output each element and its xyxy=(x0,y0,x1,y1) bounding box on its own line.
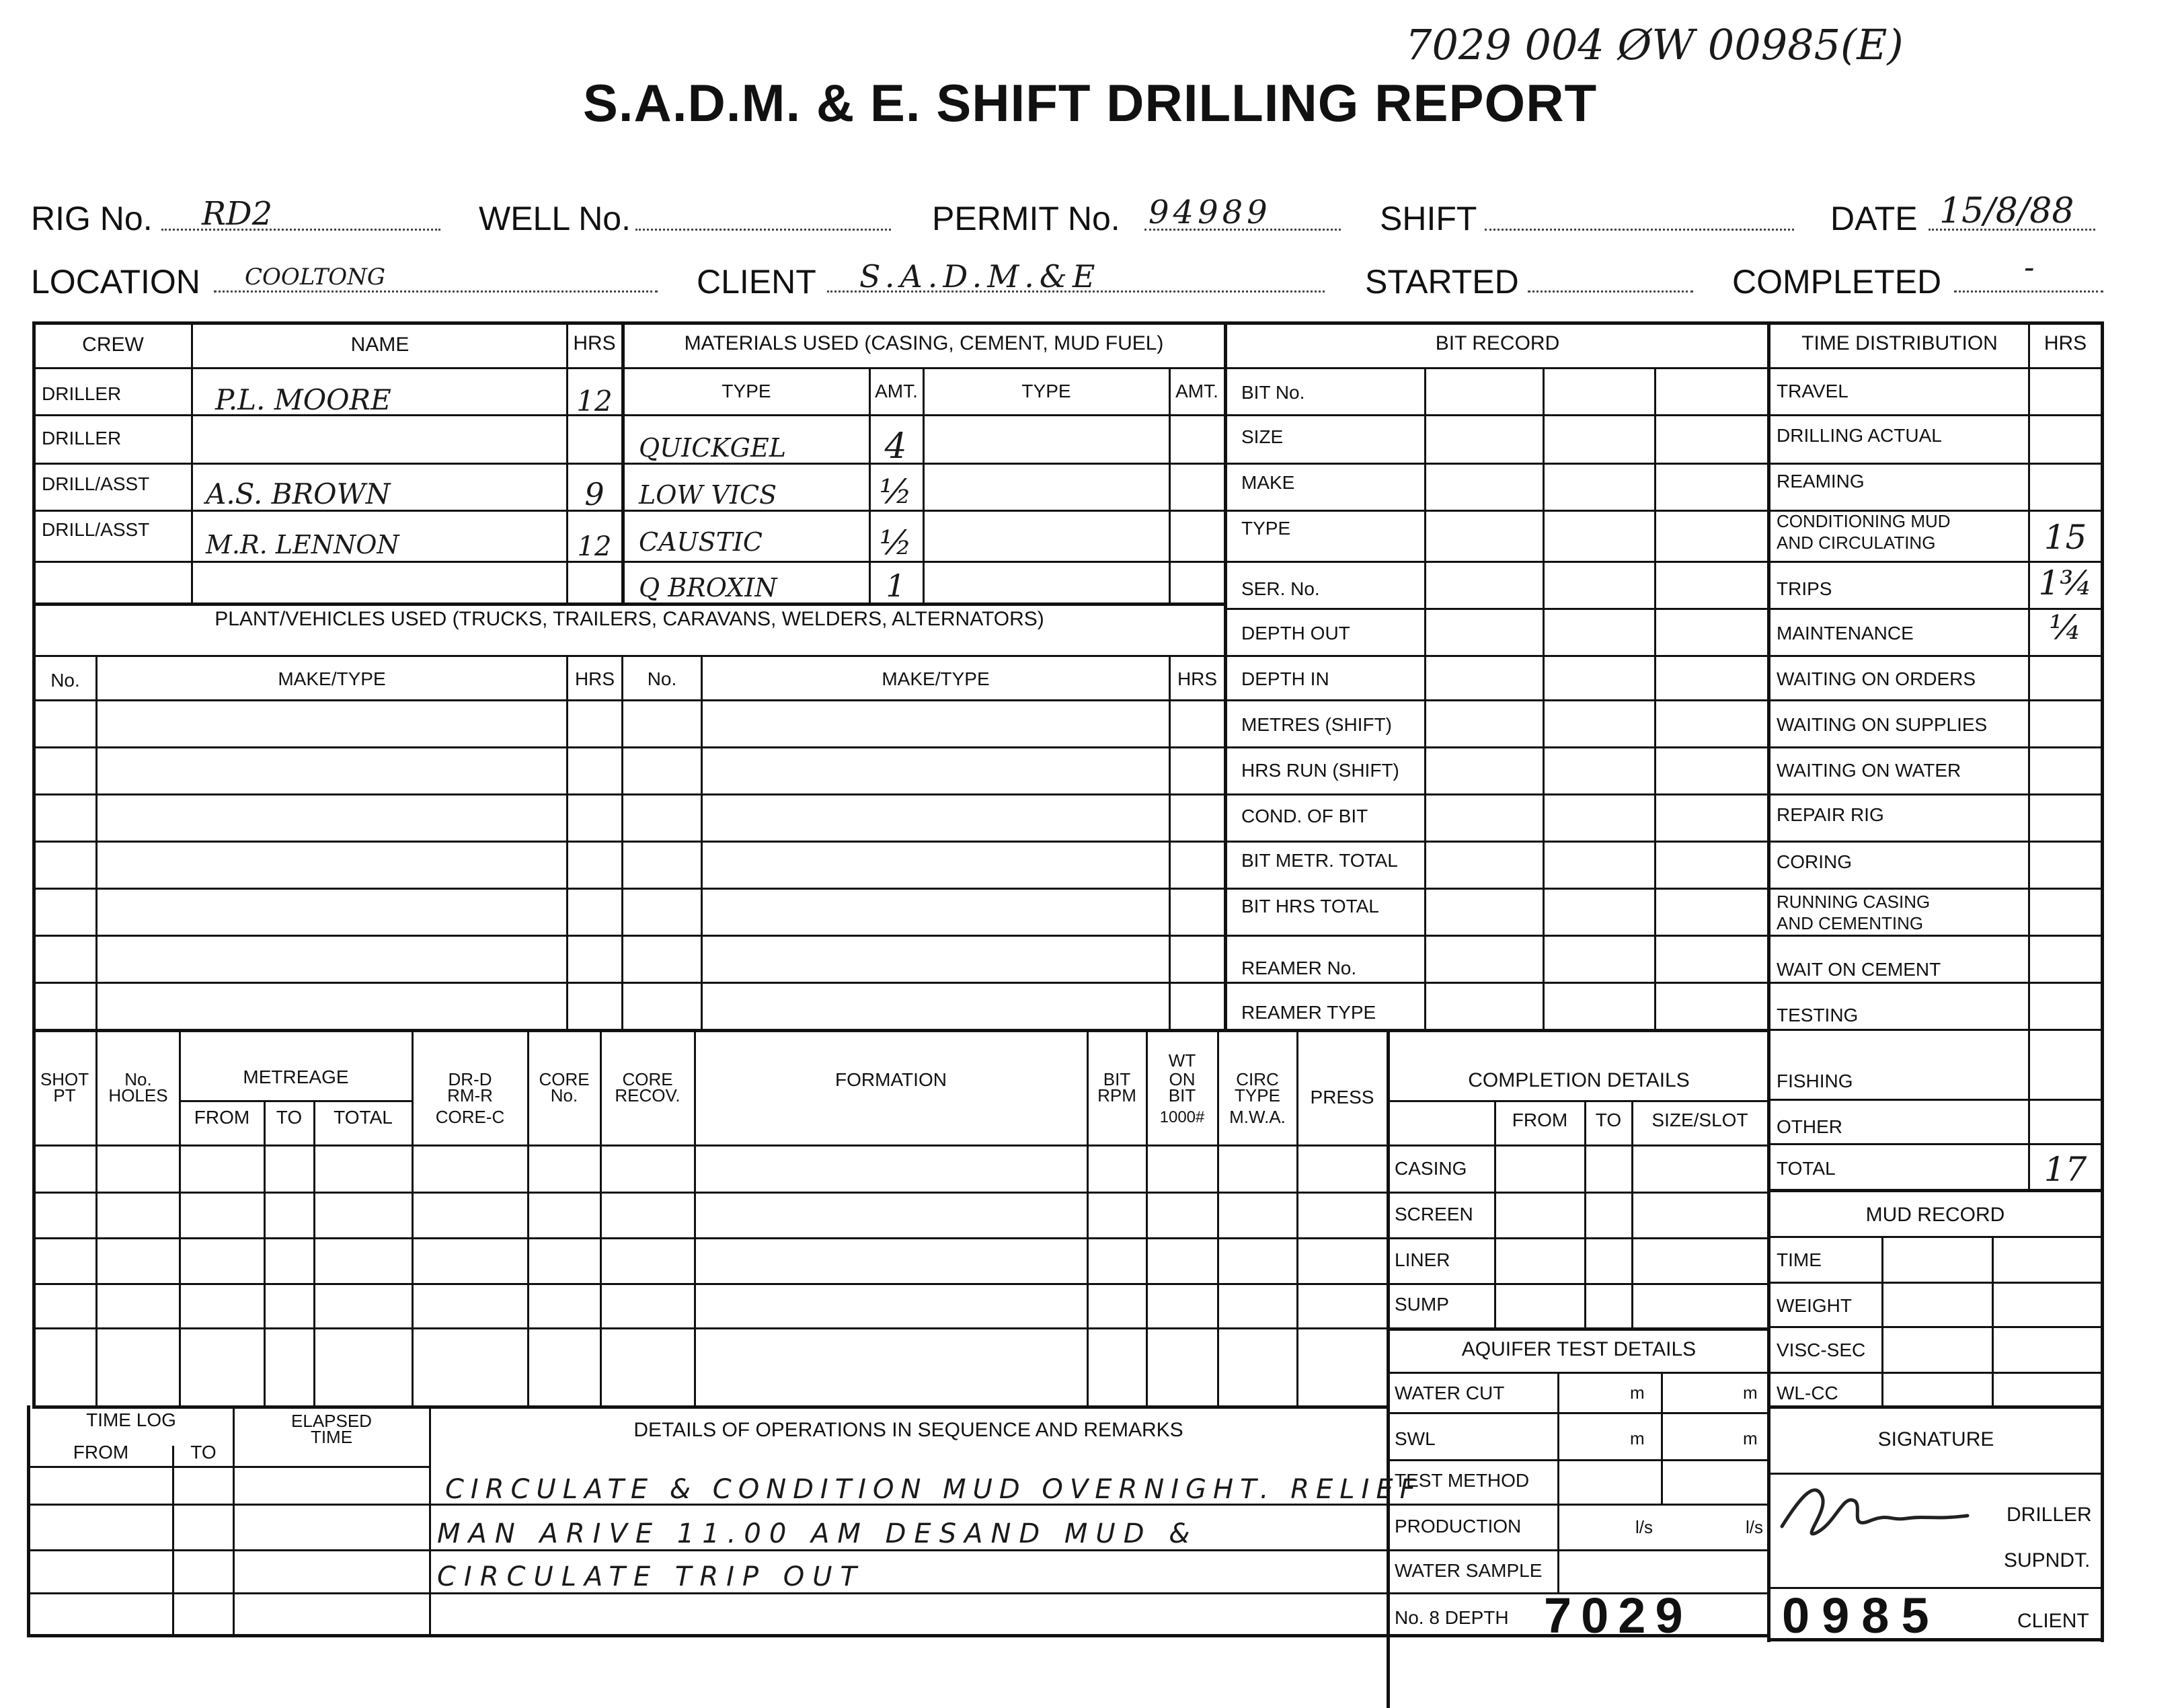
aquifer-water-sample: WATER SAMPLE xyxy=(1395,1560,1543,1581)
plant-make2-header: MAKE/TYPE xyxy=(882,668,990,689)
signature-driller: DRILLER xyxy=(2007,1504,2092,1526)
time-repair-rig: REPAIR RIG xyxy=(1777,804,1884,825)
material-amt-1[interactable]: 4 xyxy=(884,426,907,467)
bit-row-reamer-no: REAMER No. xyxy=(1241,958,1357,978)
circ-type-header: CIRC xyxy=(1236,1069,1279,1089)
rig-label: RIG No. xyxy=(31,200,153,237)
signature-supndt: SUPNDT. xyxy=(2004,1549,2091,1571)
crew-name-4[interactable]: M.R. LENNON xyxy=(206,530,399,559)
wt-on-bit-header-2: ON xyxy=(1169,1069,1196,1089)
time-other: OTHER xyxy=(1777,1116,1842,1137)
bit-record-title: BIT RECORD xyxy=(1435,332,1560,354)
core-recov-header-2: RECOV. xyxy=(615,1085,680,1105)
metreage-total-header: TOTAL xyxy=(334,1107,393,1128)
metreage-header: METREAGE xyxy=(243,1066,349,1087)
driller-signature-scribble xyxy=(1775,1474,1977,1548)
no-holes-header: No. xyxy=(124,1069,152,1089)
aquifer-production-unit-1: l/s xyxy=(1635,1517,1653,1537)
crew-name-1[interactable]: P.L. MOORE xyxy=(215,383,391,416)
time-fishing: FISHING xyxy=(1777,1071,1853,1091)
wt-on-bit-header-4: 1000# xyxy=(1159,1108,1205,1126)
time-dist-hrs-header: HRS xyxy=(2043,332,2087,354)
core-recov-header: CORE xyxy=(622,1069,673,1089)
drd-header: DR-D xyxy=(448,1069,492,1089)
aquifer-test-method: TEST METHOD xyxy=(1395,1470,1530,1491)
date-value[interactable]: 15/8/88 xyxy=(1939,191,2074,231)
bit-row-bit-hrs-total: BIT HRS TOTAL xyxy=(1241,896,1379,917)
material-type-3[interactable]: CAUSTIC xyxy=(639,527,763,557)
location-value[interactable]: COOLTONG xyxy=(245,264,386,290)
timelog-to-header: TO xyxy=(190,1442,217,1463)
details-line-2[interactable]: MAN ARIVE 11.00 AM DESAND MUD & xyxy=(437,1518,1198,1549)
completion-screen: SCREEN xyxy=(1395,1204,1473,1225)
signature-title: SIGNATURE xyxy=(1877,1428,1994,1450)
circ-type-header-3: M.W.A. xyxy=(1229,1107,1286,1127)
materials-type-header: TYPE xyxy=(722,381,771,401)
time-dist-title: TIME DISTRIBUTION xyxy=(1801,332,1998,354)
details-line-3[interactable]: CIRCULATE TRIP OUT xyxy=(437,1561,865,1592)
crew-name-header: NAME xyxy=(350,334,410,356)
core-no-header-2: No. xyxy=(550,1085,578,1105)
crew-role-2: DRILLER xyxy=(42,428,122,449)
wt-on-bit-header-3: BIT xyxy=(1168,1085,1196,1105)
shot-pt-header: SHOT xyxy=(40,1069,89,1089)
crew-header: CREW xyxy=(82,334,144,356)
bit-row-depth-out: DEPTH OUT xyxy=(1241,623,1350,644)
shift-field-line xyxy=(1485,229,1794,231)
bit-row-cond-of-bit: COND. OF BIT xyxy=(1241,806,1368,826)
time-drilling-actual: DRILLING ACTUAL xyxy=(1777,425,1942,446)
crew-role-3: DRILL/ASST xyxy=(42,473,150,494)
aquifer-water-cut-unit-2: m xyxy=(1743,1383,1758,1403)
time-reaming: REAMING xyxy=(1777,471,1865,492)
wt-on-bit-header: WT xyxy=(1168,1050,1196,1071)
material-type-2[interactable]: LOW VICS xyxy=(639,480,777,510)
signature-client: CLIENT xyxy=(2017,1610,2089,1632)
aquifer-swl: SWL xyxy=(1395,1428,1436,1449)
crew-name-3[interactable]: A.S. BROWN xyxy=(206,477,391,510)
time-waiting-orders: WAITING ON ORDERS xyxy=(1777,668,1976,689)
well-label: WELL No. xyxy=(479,200,631,237)
aquifer-swl-unit-2: m xyxy=(1743,1428,1758,1448)
completion-sump: SUMP xyxy=(1395,1294,1449,1315)
time-travel: TRAVEL xyxy=(1777,381,1848,401)
crew-hrs-1[interactable]: 12 xyxy=(576,385,613,418)
completion-size-header: SIZE/SLOT xyxy=(1651,1110,1748,1130)
plant-title: PLANT/VEHICLES USED (TRUCKS, TRAILERS, CARAVANS, WELDERS, ALTERNATORS) xyxy=(215,608,1044,630)
bit-row-bit-no: BIT No. xyxy=(1241,382,1305,403)
drd-header-2: RM-R xyxy=(447,1085,493,1105)
bit-row-reamer-type: REAMER TYPE xyxy=(1241,1002,1376,1023)
bit-row-depth-in: DEPTH IN xyxy=(1241,668,1329,689)
elapsed-header-2: TIME xyxy=(310,1427,353,1447)
started-field-line xyxy=(1528,290,1693,293)
time-conditioning-mud-2: AND CIRCULATING xyxy=(1777,533,1936,553)
material-amt-3[interactable]: ½ xyxy=(879,523,912,562)
completion-from-header: FROM xyxy=(1512,1110,1568,1130)
bit-row-size: SIZE xyxy=(1241,426,1284,447)
materials-amt-header: AMT. xyxy=(875,381,918,401)
location-label: LOCATION xyxy=(31,263,200,301)
aquifer-water-cut-unit-1: m xyxy=(1630,1383,1645,1403)
plant-hrs-header: HRS xyxy=(574,668,615,689)
time-conditioning-mud: CONDITIONING MUD xyxy=(1777,511,1951,531)
formation-header: FORMATION xyxy=(835,1069,947,1090)
aquifer-production: PRODUCTION xyxy=(1395,1516,1522,1537)
bit-row-bit-metr-total: BIT METR. TOTAL xyxy=(1241,850,1398,871)
permit-value[interactable]: 94989 xyxy=(1149,194,1272,231)
time-maintenance: MAINTENANCE xyxy=(1777,623,1914,644)
completed-value[interactable]: - xyxy=(2024,249,2035,285)
mud-wl-cc: WL-CC xyxy=(1777,1383,1838,1403)
report-title: S.A.D.M. & E. SHIFT DRILLING REPORT xyxy=(582,73,1598,132)
metreage-to-header: TO xyxy=(276,1107,303,1128)
time-running-casing: RUNNING CASING xyxy=(1777,892,1931,912)
bit-rpm-header-2: RPM xyxy=(1097,1085,1136,1105)
timelog-title: TIME LOG xyxy=(86,1409,176,1430)
elapsed-header: ELAPSED xyxy=(291,1411,372,1431)
time-conditioning-hrs[interactable]: 15 xyxy=(2043,518,2087,557)
signature-number: 0985 xyxy=(1782,1588,1941,1643)
shot-pt-header-2: PT xyxy=(53,1085,76,1105)
time-total-hrs[interactable]: 17 xyxy=(2043,1150,2087,1189)
material-type-4[interactable]: Q BROXIN xyxy=(639,573,777,603)
bit-row-hrs-run-shift: HRS RUN (SHIFT) xyxy=(1241,760,1399,781)
time-waiting-supplies: WAITING ON SUPPLIES xyxy=(1777,714,1988,735)
plant-no2-header: No. xyxy=(647,668,677,689)
materials-title: MATERIALS USED (CASING, CEMENT, MUD FUEL) xyxy=(684,332,1164,354)
plant-no-header: No. xyxy=(50,670,80,691)
mud-record-title: MUD RECORD xyxy=(1865,1204,2005,1226)
metreage-from-header: FROM xyxy=(194,1107,250,1128)
location-field-line xyxy=(214,290,658,293)
materials-amt2-header: AMT. xyxy=(1175,381,1218,401)
no-holes-header-2: HOLES xyxy=(108,1085,168,1105)
mud-visc-sec: VISC-SEC xyxy=(1777,1340,1866,1360)
timelog-from-header: FROM xyxy=(73,1442,129,1463)
well-field-line xyxy=(635,229,891,231)
bit-rpm-header: BIT xyxy=(1103,1069,1131,1089)
bit-row-metres-shift: METRES (SHIFT) xyxy=(1241,714,1392,735)
crew-hrs-header: HRS xyxy=(573,332,616,354)
time-maintenance-hrs[interactable]: ¼ xyxy=(2049,608,2082,647)
time-trips: TRIPS xyxy=(1777,578,1832,599)
crew-role-4: DRILL/ASST xyxy=(42,519,150,540)
completion-title: COMPLETION DETAILS xyxy=(1468,1069,1690,1091)
crew-role-1: DRILLER xyxy=(42,383,122,404)
time-running-casing-2: AND CEMENTING xyxy=(1777,913,1924,933)
time-testing: TESTING xyxy=(1777,1005,1859,1025)
materials-type2-header: TYPE xyxy=(1021,381,1071,401)
rig-value[interactable]: RD2 xyxy=(202,195,273,233)
shift-label: SHIFT xyxy=(1380,200,1477,237)
plant-make-header: MAKE/TYPE xyxy=(278,668,386,689)
time-waiting-water: WAITING ON WATER xyxy=(1777,760,1961,781)
client-label: CLIENT xyxy=(697,263,816,301)
completed-field-line xyxy=(1954,290,2103,293)
time-trips-hrs[interactable]: 1¾ xyxy=(2038,564,2093,603)
top-reference-note: 7029 004 ØW 00985(E) xyxy=(1405,20,1904,69)
time-wait-cement: WAIT ON CEMENT xyxy=(1777,959,1941,980)
permit-label: PERMIT No. xyxy=(932,200,1120,237)
mud-time: TIME xyxy=(1777,1249,1822,1270)
drd-header-3: CORE-C xyxy=(435,1107,505,1127)
details-header: DETAILS OF OPERATIONS IN SEQUENCE AND REMARKS xyxy=(633,1419,1183,1441)
date-label: DATE xyxy=(1830,200,1918,237)
aquifer-production-unit-2: l/s xyxy=(1746,1517,1763,1537)
completion-casing: CASING xyxy=(1395,1158,1467,1179)
crew-hrs-4[interactable]: 12 xyxy=(577,531,612,562)
plant-hrs2-header: HRS xyxy=(1177,668,1218,689)
aquifer-swl-unit-1: m xyxy=(1630,1428,1645,1448)
time-coring: CORING xyxy=(1777,851,1852,872)
material-amt-4[interactable]: 1 xyxy=(886,568,906,604)
core-no-header: CORE xyxy=(539,1069,590,1089)
bit-row-make: MAKE xyxy=(1241,472,1295,493)
mud-weight: WEIGHT xyxy=(1777,1295,1852,1316)
aquifer-water-cut: WATER CUT xyxy=(1395,1383,1505,1403)
completion-to-header: TO xyxy=(1595,1110,1622,1130)
material-type-1[interactable]: QUICKGEL xyxy=(639,433,786,463)
aquifer-depth-label: No. 8 DEPTH xyxy=(1395,1607,1509,1628)
bit-row-ser-no: SER. No. xyxy=(1241,578,1320,599)
started-label: STARTED xyxy=(1365,263,1519,301)
material-amt-2[interactable]: ½ xyxy=(879,472,912,511)
bit-row-type: TYPE xyxy=(1241,518,1291,539)
press-header: PRESS xyxy=(1310,1087,1374,1108)
aquifer-depth-value: 7029 xyxy=(1544,1588,1692,1643)
crew-hrs-3[interactable]: 9 xyxy=(584,476,605,512)
aquifer-title: AQUIFER TEST DETAILS xyxy=(1461,1338,1697,1360)
completion-liner: LINER xyxy=(1395,1249,1450,1270)
completed-label: COMPLETED xyxy=(1732,263,1942,301)
circ-type-header-2: TYPE xyxy=(1235,1085,1280,1105)
client-value[interactable]: S.A.D.M.&E xyxy=(859,258,1101,295)
details-line-1[interactable]: CIRCULATE & CONDITION MUD OVERNIGHT. RELIEF xyxy=(445,1474,1422,1505)
time-total: TOTAL xyxy=(1777,1158,1836,1179)
